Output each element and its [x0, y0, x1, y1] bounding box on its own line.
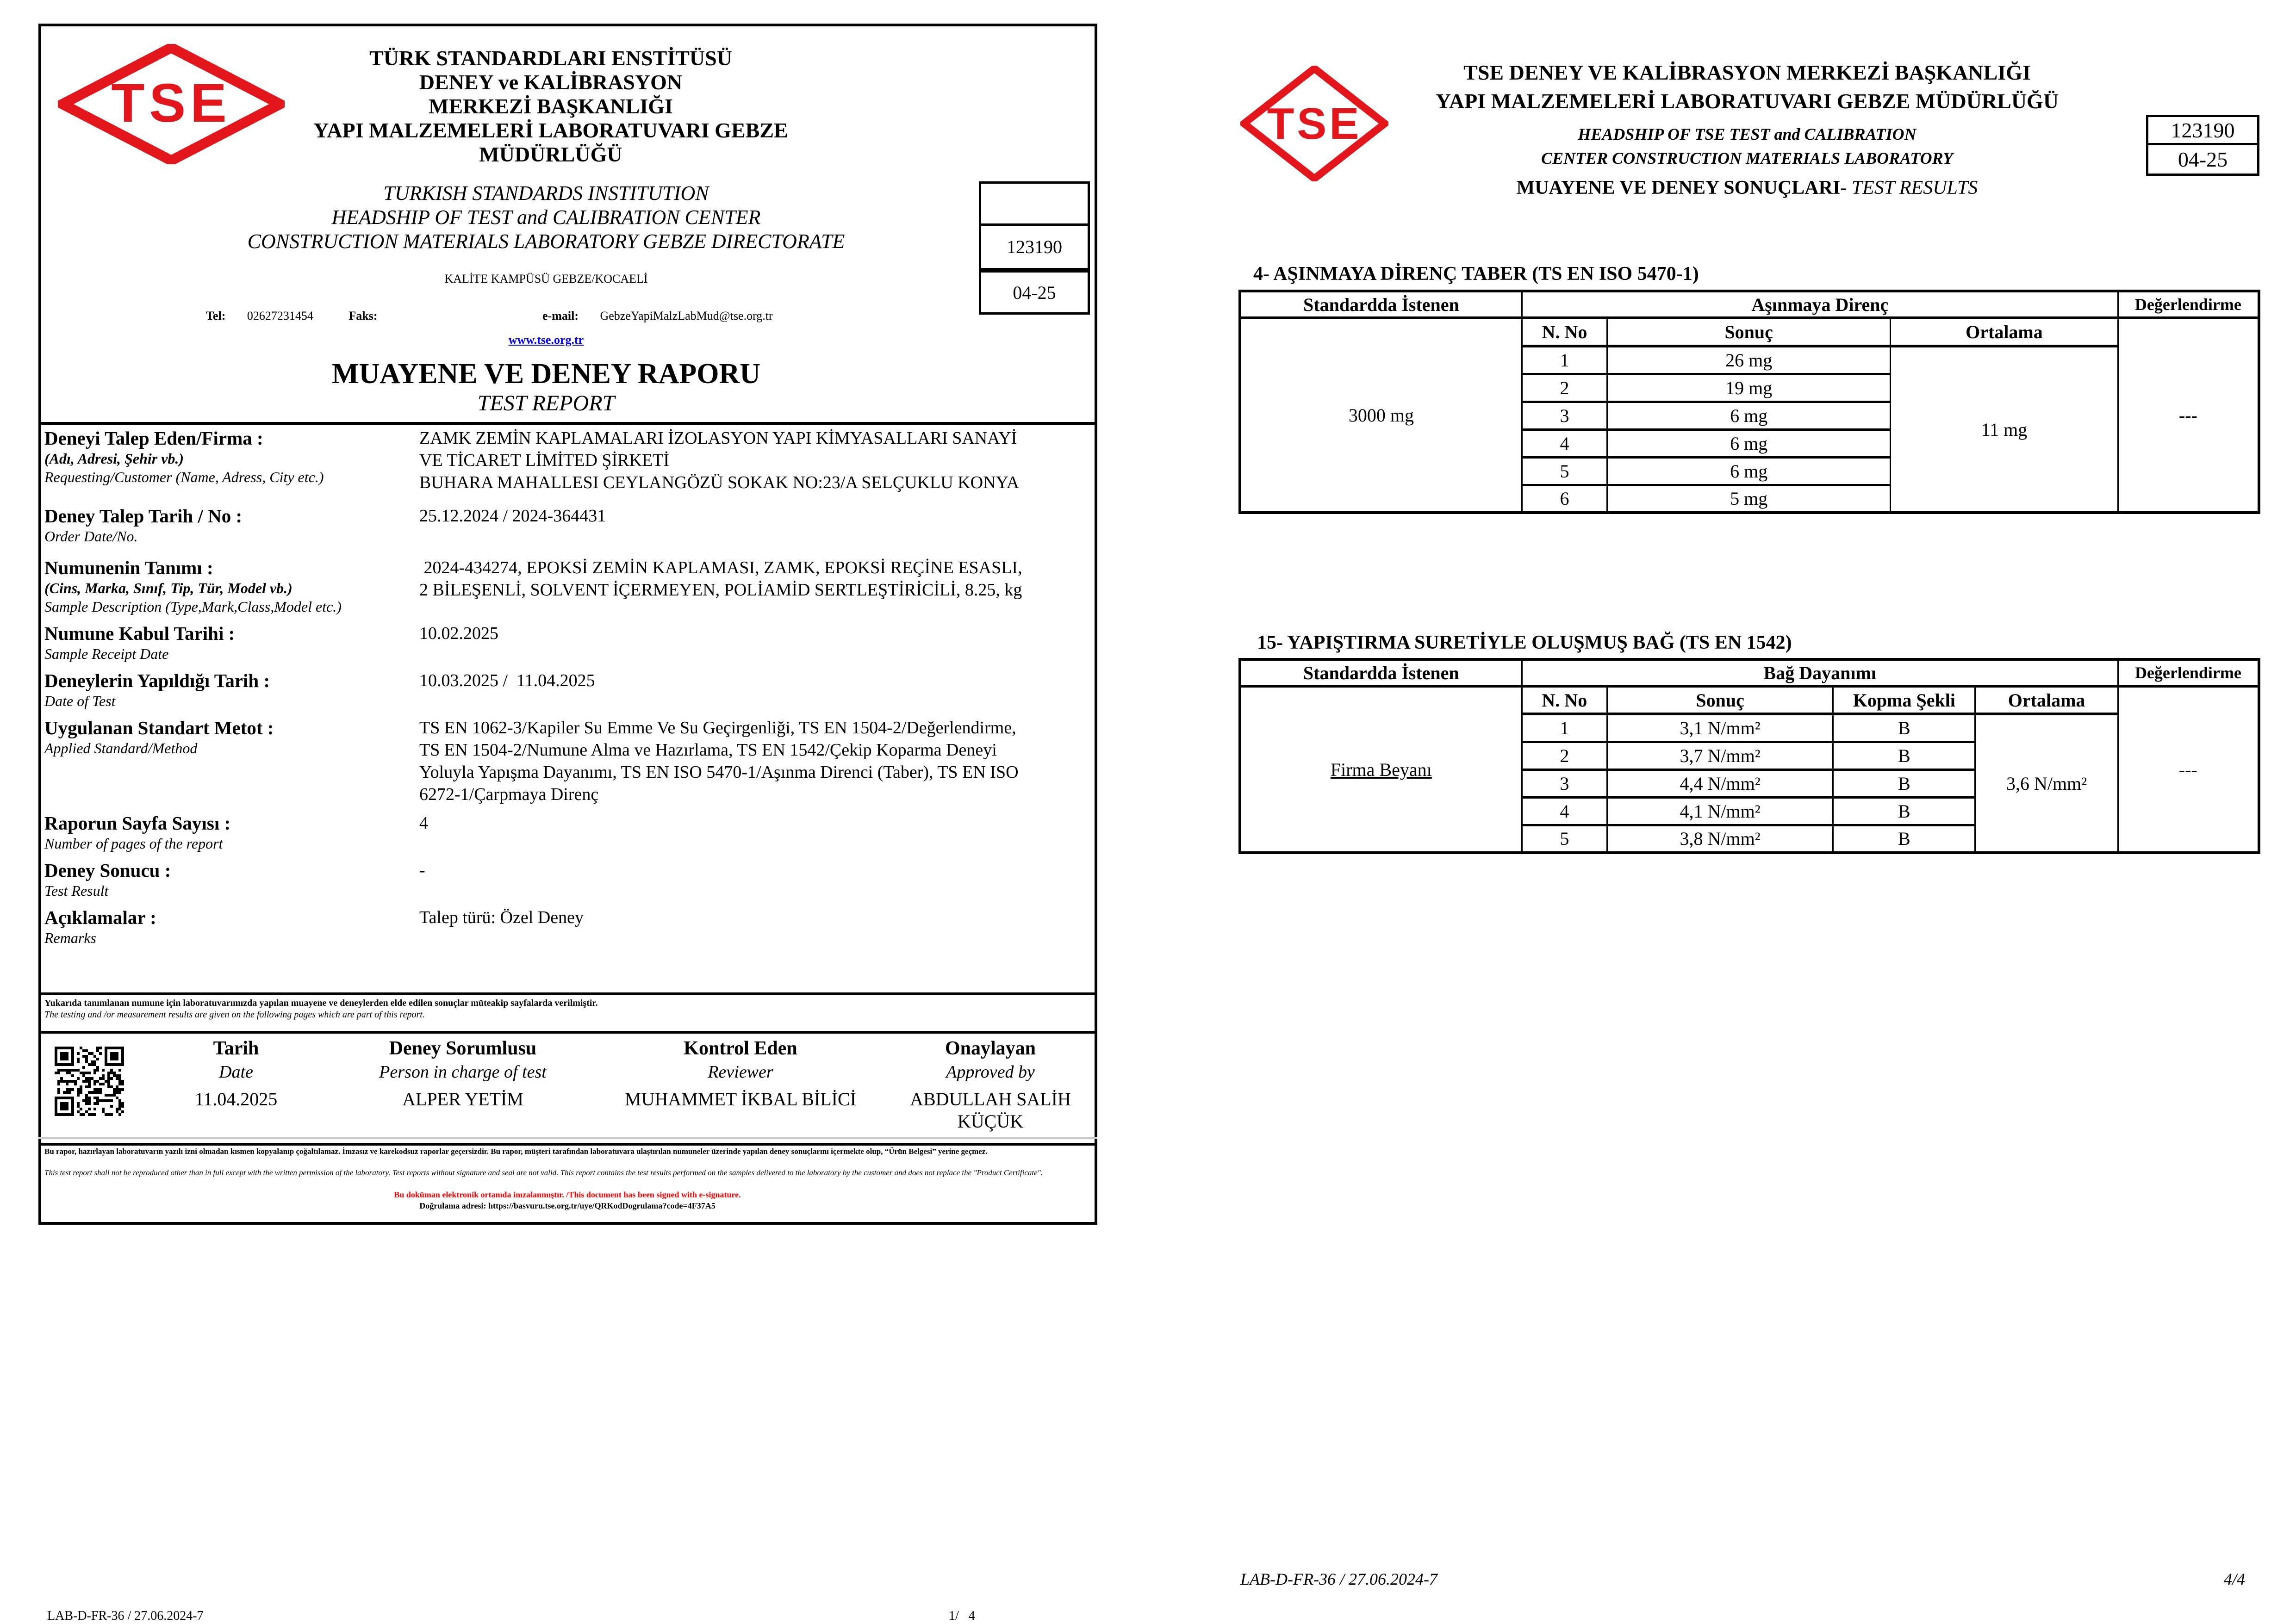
field-value — [419, 427, 1095, 494]
field-value-line: TS EN 1062-3/Kapiler Su Emme Ve Su Geçirgenliği, TS EN 1504-2/Değerlendirme, — [419, 718, 1016, 738]
english-line: CONSTRUCTION MATERIALS LABORATORY GEBZE DIRECTORATE — [247, 230, 845, 253]
report-number: 123190 — [979, 226, 1090, 270]
field-label-sub-en: Applied Standard/Method — [44, 740, 198, 756]
english-line: TURKISH STANDARDS INSTITUTION — [383, 182, 709, 205]
report-fields — [44, 427, 1095, 947]
sig-head: Onaylayan — [945, 1038, 1036, 1059]
field-label-sub-tr: (Adı, Adresi, Şehir vb.) — [44, 450, 184, 467]
report-subtitle: TEST REPORT — [477, 391, 615, 415]
field-label-sub-tr: (Cins, Marka, Sınıf, Tip, Tür, Model vb.) — [44, 580, 292, 596]
sub-break: Kopma Şekli — [1833, 686, 1975, 714]
row-no: 1 — [1522, 714, 1607, 742]
footer-form-code-right: LAB-D-FR-36 / 27.06.2024-7 — [1240, 1570, 1437, 1588]
sig-head: Kontrol Eden — [684, 1038, 797, 1059]
row-break-mode: B — [1833, 797, 1975, 825]
right-institution-title — [1365, 58, 2129, 116]
sub-average: Ortalama — [1975, 686, 2118, 714]
row-break-mode: B — [1833, 769, 1975, 797]
signature-approver — [889, 1036, 1092, 1133]
results-title-en: TEST RESULTS — [1847, 177, 1978, 198]
row-no: 3 — [1522, 402, 1607, 429]
logo-text: TSE — [1267, 99, 1362, 149]
title-line: TSE DENEY VE KALİBRASYON MERKEZİ BAŞKANLIĞI — [1463, 61, 2031, 84]
field-label-block — [44, 717, 419, 806]
sig-sub: Person in charge of test — [379, 1062, 547, 1082]
title-line: DENEY ve KALİBRASYON — [419, 70, 683, 94]
report-number: 123190 — [2146, 115, 2259, 145]
field-value-line: 10.02.2025 — [419, 624, 498, 643]
field-label-block — [44, 906, 419, 947]
tse-logo — [58, 44, 285, 164]
row-result: 6 mg — [1607, 402, 1891, 429]
field-value-line: 10.03.2025 / 11.04.2025 — [419, 671, 595, 690]
row-no: 4 — [1522, 797, 1607, 825]
title-line: YAPI MALZEMELERİ LABORATUVARI GEBZE — [313, 118, 788, 142]
field-row — [44, 717, 1095, 806]
fax-label: Faks: — [348, 309, 378, 322]
footer-page-number-right: 4/4 — [2224, 1570, 2246, 1588]
row-result: 6 mg — [1607, 429, 1891, 457]
qr-code[interactable] — [55, 1047, 124, 1116]
contact-line — [206, 309, 900, 323]
col-evaluation: Değerlendirme — [2118, 659, 2259, 686]
right-code-boxes — [2146, 115, 2259, 176]
field-label-block — [44, 505, 419, 545]
divider — [38, 422, 1097, 425]
field-label-sub-en: Order Date/No. — [44, 528, 138, 545]
sig-head: Deney Sorumlusu — [389, 1038, 537, 1059]
field-row — [44, 505, 1095, 545]
title-line: YAPI MALZEMELERİ LABORATUVARI GEBZE MÜDÜRLÜĞÜ — [1435, 89, 2059, 113]
field-row — [44, 859, 1095, 900]
field-label-sub-en: Date of Test — [44, 693, 116, 709]
sub-result: Sonuç — [1607, 318, 1891, 346]
row-result: 4,4 N/mm² — [1607, 769, 1833, 797]
required-value: 3000 mg — [1240, 318, 1522, 513]
col-required: Standardda İstenen — [1240, 291, 1522, 318]
disclaimer-tr: Bu rapor, hazırlayan laboratuvarın yazılı izni olmadan kısmen kopyalanıp çoğaltılamaz. İmzasız ve karekodsuz raporlar geçersizdir. Bu rapor, müşteri tarafından laboratuvara ulaştırılan numuneler üzerinde yapılan deney sonuçlarını içermekte olup, “Ürün Belgesi” yerine geçmez. — [44, 1147, 988, 1156]
sig-sub: Approved by — [946, 1062, 1035, 1082]
row-result: 3,1 N/mm² — [1607, 714, 1833, 742]
row-no: 5 — [1522, 457, 1607, 485]
esign-notice: Bu doküman elektronik ortamda imzalanmıştır. /This document has been signed with e-signature. — [394, 1190, 741, 1199]
sig-value: 11.04.2025 — [194, 1089, 278, 1110]
row-break-mode: B — [1833, 825, 1975, 853]
field-label: Açıklamalar : — [44, 907, 156, 928]
row-result: 19 mg — [1607, 374, 1891, 402]
row-no: 6 — [1522, 485, 1607, 513]
report-version: 04-25 — [2146, 145, 2259, 176]
sub-average: Ortalama — [1891, 318, 2118, 346]
row-result: 3,7 N/mm² — [1607, 742, 1833, 769]
row-no: 2 — [1522, 374, 1607, 402]
results-title-tr: MUAYENE VE DENEY SONUÇLARI- — [1516, 177, 1847, 198]
row-no: 2 — [1522, 742, 1607, 769]
field-label-sub-en: Sample Receipt Date — [44, 645, 169, 662]
field-value — [419, 622, 1095, 663]
field-value-line: TS EN 1504-2/Numune Alma ve Hazırlama, TS EN 1542/Çekip Koparma Deneyi — [419, 740, 997, 760]
email-label: e-mail: — [542, 309, 579, 322]
field-value-line: 2024-434274, EPOKSİ ZEMİN KAPLAMASI, ZAMK, EPOKSİ REÇİNE ESASLI, — [419, 558, 1022, 577]
sig-value: MUHAMMET İKBAL BİLİCİ — [625, 1089, 856, 1110]
tel-label: Tel: — [206, 309, 226, 322]
field-value — [419, 859, 1095, 900]
disclaimer-en: This test report shall not be reproduced other than in full except with the written permission of the laboratory. Test reports without signature and seal are not valid. This report contains the test results performed on the samples delivered to the laboratory by the customer and does not replace the "Product Certificate". — [44, 1168, 1043, 1177]
field-value-line: BUHARA MAHALLESI CEYLANGÖZÜ SOKAK NO:23/A SELÇUKLU KONYA — [419, 473, 1020, 492]
sig-sub: Date — [219, 1062, 253, 1082]
row-no: 3 — [1522, 769, 1607, 797]
required-value-text: Firma Beyanı — [1330, 759, 1432, 780]
field-label-block — [44, 427, 419, 494]
divider — [38, 1031, 1097, 1034]
notice-en: The testing and /or measurement results are given on the following pages which are part of this report. — [44, 1010, 425, 1020]
col-required: Standardda İstenen — [1240, 659, 1522, 686]
bond-strength-table — [1238, 658, 2260, 854]
field-label: Uygulanan Standart Metot : — [44, 717, 274, 738]
field-label: Deneyi Talep Eden/Firma : — [44, 428, 263, 449]
field-label-sub-en: Test Result — [44, 882, 109, 899]
field-label-block — [44, 557, 419, 616]
field-row — [44, 669, 1095, 710]
institution-title — [259, 46, 842, 167]
address: KALİTE KAMPÜSÜ GEBZE/KOCAELİ — [444, 272, 648, 285]
row-break-mode: B — [1833, 742, 1975, 769]
evaluation-value: --- — [2118, 318, 2259, 513]
sub-no: N. No — [1522, 686, 1607, 714]
signature-reviewer — [597, 1036, 884, 1110]
footer-form-code: LAB-D-FR-36 / 27.06.2024-7 — [47, 1609, 204, 1623]
table2-title: 15- YAPIŞTIRMA SURETİYLE OLUŞMUŞ BAĞ (TS EN 1542) — [1257, 632, 1792, 653]
field-label: Deney Sonucu : — [44, 860, 171, 881]
report-version: 04-25 — [979, 270, 1090, 315]
field-label-block — [44, 669, 419, 710]
field-value-line: 4 — [419, 813, 428, 833]
field-label: Numune Kabul Tarihi : — [44, 623, 235, 644]
row-no: 1 — [1522, 346, 1607, 374]
field-value-line: Talep türü: Özel Deney — [419, 908, 584, 927]
title-line: TÜRK STANDARDLARI ENSTİTÜSÜ — [369, 46, 732, 70]
field-value — [419, 812, 1095, 853]
average-value: 3,6 N/mm² — [1975, 714, 2118, 853]
field-label-block — [44, 859, 419, 900]
field-label-block — [44, 812, 419, 853]
average-value: 11 mg — [1891, 346, 2118, 513]
signature-date — [139, 1036, 333, 1110]
right-institution-english — [1365, 122, 2129, 170]
field-row — [44, 812, 1095, 853]
english-line: HEADSHIP OF TSE TEST and CALIBRATION — [1578, 125, 1916, 143]
field-label-block — [44, 622, 419, 663]
notice-tr: Yukarıda tanımlanan numune için laboratuvarımızda yapılan muayene ve deneylerden elde edilen sonuçlar müteakip sayfalarda verilmiştir. — [44, 998, 598, 1008]
email-value[interactable]: GebzeYapiMalzLabMud@tse.org.tr — [600, 309, 773, 322]
field-value-line: - — [419, 861, 425, 880]
website-row — [176, 333, 916, 347]
divider — [38, 992, 1097, 995]
table1-title: 4- AŞINMAYA DİRENÇ TABER (TS EN ISO 5470-1) — [1253, 263, 1699, 285]
field-value-line: 2 BİLEŞENLİ, SOLVENT İÇERMEYEN, POLİAMİD SERTLEŞTİRİCİLİ, 8.25, kg — [419, 580, 1022, 600]
field-label-sub-en: Requesting/Customer (Name, Adress, City etc.) — [44, 469, 324, 485]
report-code-boxes — [979, 181, 1090, 315]
field-row — [44, 427, 1095, 494]
required-value — [1240, 686, 1522, 853]
english-line: HEADSHIP OF TEST and CALIBRATION CENTER — [331, 206, 761, 229]
field-value-line: Yoluyla Yapışma Dayanımı, TS EN ISO 5470-1/Aşınma Direnci (Taber), TS EN ISO — [419, 762, 1019, 782]
field-value — [419, 505, 1095, 545]
row-result: 26 mg — [1607, 346, 1891, 374]
results-title — [1365, 177, 2129, 199]
website-link[interactable]: www.tse.org.tr — [508, 333, 584, 347]
field-label: Deneylerin Yapıldığı Tarih : — [44, 670, 270, 691]
title-line: MÜDÜRLÜĞÜ — [479, 143, 622, 166]
verify-address[interactable]: Doğrulama adresi: https://basvuru.tse.org.tr/uye/QRKodDogrulama?code=4F37A5 — [419, 1201, 716, 1210]
field-value — [419, 906, 1095, 947]
divider — [38, 1143, 1097, 1146]
logo-text: TSE — [111, 73, 231, 134]
field-label: Raporun Sayfa Sayısı : — [44, 812, 231, 834]
col-group: Aşınmaya Direnç — [1522, 291, 2118, 318]
divider-light — [38, 1137, 1097, 1139]
tel-value: 02627231454 — [247, 309, 313, 322]
row-no: 5 — [1522, 825, 1607, 853]
title-line: MERKEZİ BAŞKANLIĞI — [429, 94, 673, 118]
field-label: Deney Talep Tarih / No : — [44, 505, 243, 527]
field-value-line: VE TİCARET LİMİTED ŞİRKETİ — [419, 451, 670, 470]
field-label-sub-en: Sample Description (Type,Mark,Class,Model etc.) — [44, 598, 342, 615]
abrasion-table — [1238, 290, 2260, 514]
institution-english — [176, 181, 916, 254]
sig-value: ABDULLAH SALİH KÜÇÜK — [910, 1089, 1071, 1132]
field-label-sub-en: Number of pages of the report — [44, 835, 223, 852]
english-line: CENTER CONSTRUCTION MATERIALS LABORATORY — [1541, 149, 1953, 167]
row-result: 4,1 N/mm² — [1607, 797, 1833, 825]
evaluation-value: --- — [2118, 686, 2259, 853]
field-row — [44, 557, 1095, 616]
field-value-line: 6272-1/Çarpmaya Direnç — [419, 785, 599, 804]
field-row — [44, 622, 1095, 663]
report-title: MUAYENE VE DENEY RAPORU — [331, 358, 761, 390]
field-value-line: ZAMK ZEMİN KAPLAMALARI İZOLASYON YAPI KİMYASALLARI SANAYİ — [419, 428, 1017, 448]
field-row — [44, 906, 1095, 947]
sig-sub: Reviewer — [708, 1062, 773, 1082]
col-group: Bağ Dayanımı — [1522, 659, 2118, 686]
row-result: 3,8 N/mm² — [1607, 825, 1833, 853]
col-evaluation: Değerlendirme — [2118, 291, 2259, 318]
field-value — [419, 557, 1095, 616]
field-label: Numunenin Tanımı : — [44, 557, 213, 578]
code-box-blank — [979, 181, 1090, 226]
row-result: 5 mg — [1607, 485, 1891, 513]
footer-page-number: 1/ 4 — [949, 1609, 975, 1623]
field-value — [419, 669, 1095, 710]
field-value — [419, 717, 1095, 806]
qr-code-graphic — [55, 1047, 124, 1116]
row-break-mode: B — [1833, 714, 1975, 742]
row-result: 6 mg — [1607, 457, 1891, 485]
row-no: 4 — [1522, 429, 1607, 457]
field-value-line: 25.12.2024 / 2024-364431 — [419, 506, 606, 526]
field-label-sub-en: Remarks — [44, 930, 96, 946]
sig-value: ALPER YETİM — [402, 1089, 523, 1110]
signature-tester — [342, 1036, 583, 1110]
sub-result: Sonuç — [1607, 686, 1833, 714]
sig-head: Tarih — [213, 1038, 259, 1059]
sub-no: N. No — [1522, 318, 1607, 346]
